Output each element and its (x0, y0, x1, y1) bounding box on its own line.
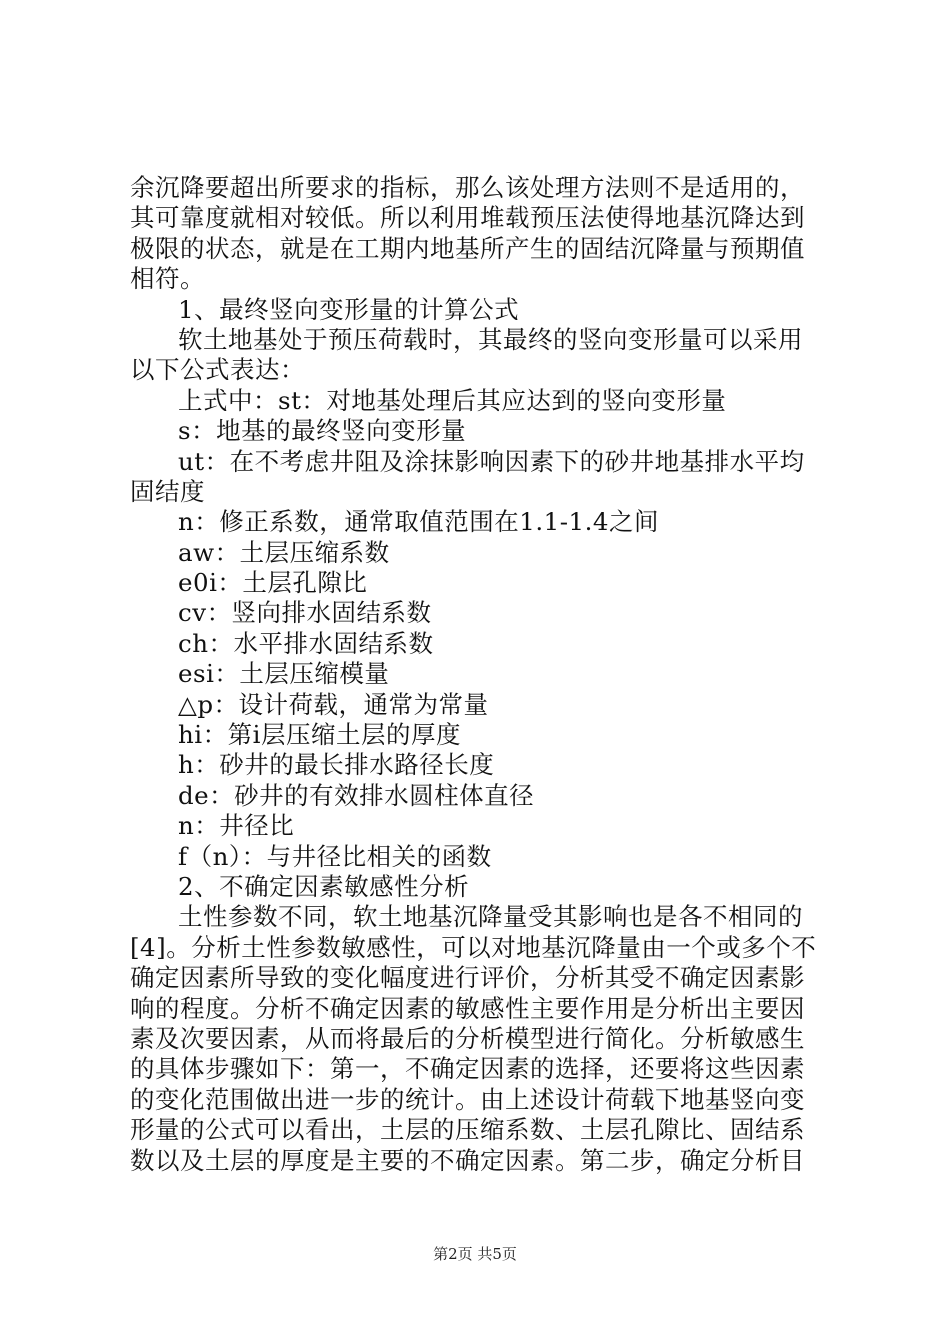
text-line: e0i：土层孔隙比 (178, 568, 368, 598)
text-line: ch：水平排水固结系数 (178, 628, 434, 658)
text-line: hi：第i层压缩土层的厚度 (178, 720, 461, 750)
page-footer: 第2页 共5页 (433, 1245, 517, 1263)
text-line: 以下公式表达： (130, 355, 305, 385)
text-line: esi：土层压缩模量 (178, 659, 390, 689)
text-line: 2、不确定因素敏感性分析 (178, 871, 470, 901)
text-line: n：井径比 (178, 811, 295, 841)
text-line: 1、最终竖向变形量的计算公式 (178, 294, 520, 324)
text-line: 的变化范围做出进一步的统计。由上述设计荷载下地基竖向变 (130, 1084, 805, 1114)
text-line: cv：竖向排水固结系数 (178, 598, 432, 628)
document-body (130, 173, 830, 1176)
text-line: 形量的公式可以看出，土层的压缩系数、土层孔隙比、固结系 (130, 1115, 805, 1145)
text-line: h：砂井的最长排水路径长度 (178, 750, 495, 780)
text-line: ut：在不考虑井阻及涂抹影响因素下的砂井地基排水平均 (178, 446, 805, 476)
text-line: △p：设计荷载，通常为常量 (178, 689, 489, 719)
text-line: [4]。分析土性参数敏感性，可以对地基沉降量由一个或多个不 (130, 932, 817, 962)
text-line: 上式中：st：对地基处理后其应达到的竖向变形量 (178, 385, 727, 415)
text-line: 相符。 (130, 264, 205, 294)
text-line: 固结度 (130, 476, 205, 506)
text-line: 土性参数不同，软土地基沉降量受其影响也是各不相同的 (178, 902, 803, 932)
text-line: 其可靠度就相对较低。所以利用堆载预压法使得地基沉降达到 (130, 203, 805, 233)
text-line: 数以及土层的厚度是主要的不确定因素。第二步，确定分析目 (130, 1145, 805, 1175)
text-line: 素及次要因素，从而将最后的分析模型进行简化。分析敏感生 (130, 1023, 805, 1053)
text-line: n：修正系数，通常取值范围在1.1-1.4之间 (178, 507, 659, 537)
text-line: 的具体步骤如下：第一，不确定因素的选择，还要将这些因素 (130, 1054, 805, 1084)
text-line: 软土地基处于预压荷载时，其最终的竖向变形量可以采用 (178, 324, 803, 354)
text-line: 响的程度。分析不确定因素的敏感性主要作用是分析出主要因 (130, 993, 805, 1023)
text-line: s：地基的最终竖向变形量 (178, 416, 467, 446)
text-line: 余沉降要超出所要求的指标，那么该处理方法则不是适用的， (130, 173, 805, 202)
text-line: f（n）：与井径比相关的函数 (178, 841, 492, 871)
text-line: 极限的状态，就是在工期内地基所产生的固结沉降量与预期值 (130, 233, 805, 263)
text-line: aw：土层压缩系数 (178, 537, 390, 567)
text-line: 确定因素所导致的变化幅度进行评价，分析其受不确定因素影 (130, 963, 805, 993)
text-line: de：砂井的有效排水圆柱体直径 (178, 780, 535, 810)
